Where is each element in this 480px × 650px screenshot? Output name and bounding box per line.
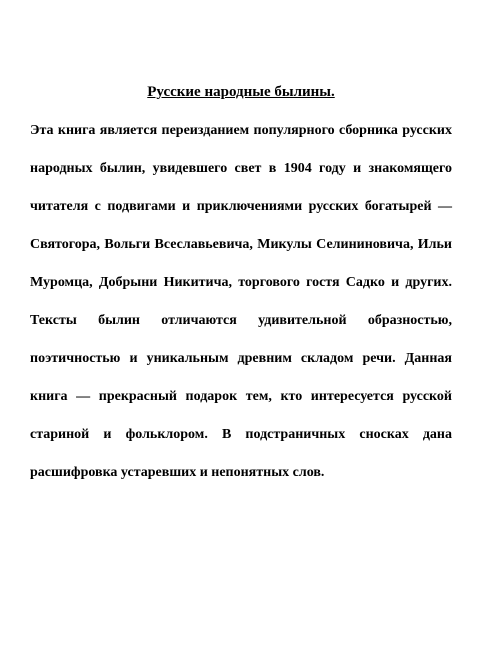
document-title: Русские народные былины. — [147, 84, 335, 100]
document-page — [30, 82, 452, 492]
document-paragraph: Эта книга является переизданием популярного сборника русских народных былин, увидевшего свет в 1904 году и знакомящего читателя с подвигами и приключениями русских богатырей — Святогора, Вольги Всеславьевича, Микулы Селининовича, Ильи Муромца, Добрыни Никитича, торгового гостя Садко и других. Тексты былин отличаются удивительной образностью, поэтичностью и уникальным древним складом речи. Данная книга — прекрасный подарок тем, кто интересуется русской стариной и фольклором. В подстраничных сносках дана расшифровка устаревших и непонятных слов. — [30, 123, 452, 480]
